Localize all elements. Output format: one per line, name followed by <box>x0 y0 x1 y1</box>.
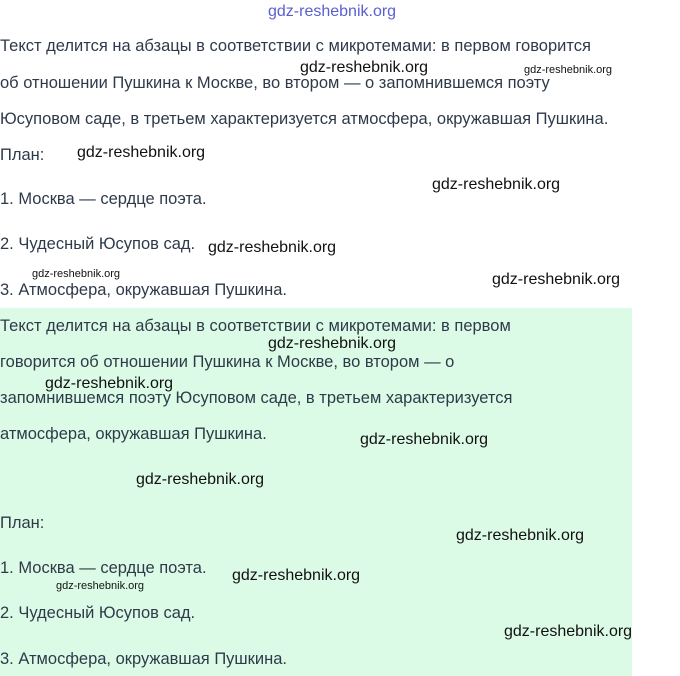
plan-label: План: <box>0 146 45 164</box>
watermark-text: gdz-reshebnik.org <box>268 3 397 20</box>
plan-item: 3. Атмосфера, окружавшая Пушкина. <box>0 281 287 299</box>
watermark-text: gdz-reshebnik.org <box>456 527 585 544</box>
plan-item: 2. Чудесный Юсупов сад. <box>0 235 196 253</box>
watermark-text: gdz-reshebnik.org <box>504 623 633 640</box>
paragraph-line: запомнившемся поэту Юсуповом саде, в третьем характеризуется <box>0 389 513 407</box>
paragraph-line: об отношении Пушкина к Москве, во втором — о запомнившемся поэту <box>0 74 550 92</box>
watermark-text: gdz-reshebnik.org <box>360 431 489 448</box>
watermark-text: gdz-reshebnik.org <box>300 59 429 76</box>
paragraph-line: Текст делится на абзацы в соответствии с микротемами: в первом <box>0 317 511 335</box>
watermark-text: gdz-reshebnik.org <box>432 176 561 193</box>
watermark-text: gdz-reshebnik.org <box>208 239 337 256</box>
plan-label: План: <box>0 514 45 532</box>
paragraph-line: Текст делится на абзацы в соответствии с микротемами: в первом говорится <box>0 37 591 55</box>
watermark-text: gdz-reshebnik.org <box>77 144 206 161</box>
paragraph-line: атмосфера, окружавшая Пушкина. <box>0 425 267 443</box>
watermark-text: gdz-reshebnik.org <box>136 471 265 488</box>
watermark-text: gdz-reshebnik.org <box>492 271 621 288</box>
watermark-text: gdz-reshebnik.org <box>232 567 361 584</box>
plan-item: 3. Атмосфера, окружавшая Пушкина. <box>0 650 287 668</box>
plan-item: 1. Москва — сердце поэта. <box>0 190 207 208</box>
watermark-text: gdz-reshebnik.org <box>45 375 174 392</box>
watermark-text: gdz-reshebnik.org <box>524 64 613 76</box>
paragraph-line: говорится об отношении Пушкина к Москве, во втором — о <box>0 353 455 371</box>
paragraph-line: Юсуповом саде, в третьем характеризуется атмосфера, окружавшая Пушкина. <box>0 110 609 128</box>
watermark-text: gdz-reshebnik.org <box>32 268 121 280</box>
plan-item: 2. Чудесный Юсупов сад. <box>0 604 196 622</box>
plan-item: 1. Москва — сердце поэта. <box>0 559 207 577</box>
watermark-text: gdz-reshebnik.org <box>56 580 145 592</box>
watermark-text: gdz-reshebnik.org <box>268 335 397 352</box>
